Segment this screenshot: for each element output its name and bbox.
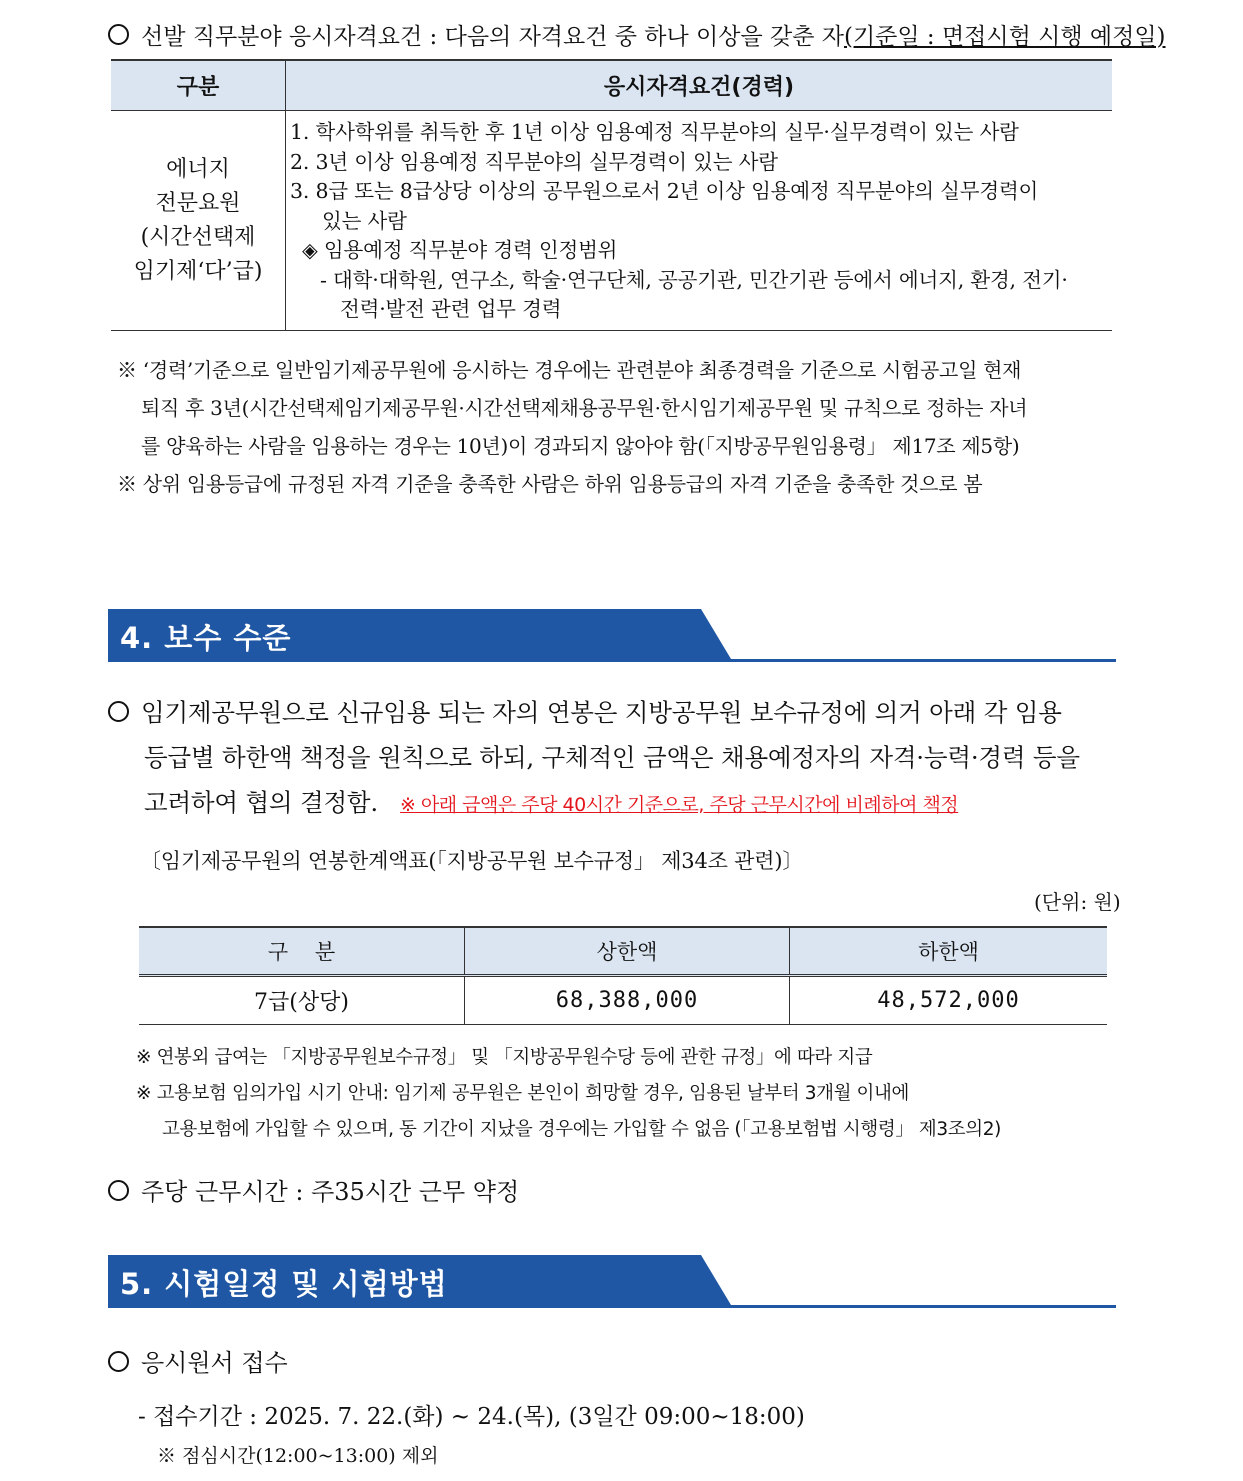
requirement-item: 3. 8급 또는 8급상당 이상의 공무원으로서 2년 이상 임용예정 직무분야의 실무경력이 (290, 179, 1039, 203)
note-line: ※ ‘경력’기준으로 일반임기제공무원에 응시하는 경우에는 관련분야 최종경력을 기준으로 시험공고일 현재 (117, 358, 1022, 382)
circle-bullet-icon (108, 24, 129, 45)
application-text: 응시원서 접수 (141, 1349, 288, 1377)
note-line: 고용보험에 가입할 수 있으며, 동 기간이 지났을 경우에는 가입할 수 없음 (「고용보험법 시행령」 제3조의2) (162, 1119, 1001, 1140)
requirement-basis-date: (기준일 : 면접시험 시행 예정일) (843, 24, 1166, 50)
requirement-line (108, 18, 1166, 51)
lunch-note: ※ 점심시간(12:00~13:00) 제외 (157, 1445, 439, 1467)
category-line: 에너지 (166, 156, 230, 182)
weekly-hours-text: 주당 근무시간 : 주35시간 근무 약정 (141, 1178, 520, 1206)
circle-bullet-icon (108, 1180, 129, 1201)
career-scope-item: 전력·발전 관련 업무 경력 (340, 297, 562, 321)
note-line: ※ 상위 임용등급에 규정된 자격 기준을 충족한 사람은 하위 임용등급의 자격 기준을 충족한 것으로 봄 (117, 472, 983, 496)
section-4-header (108, 609, 1116, 664)
application-period: - 접수기간 : 2025. 7. 22.(화) ~ 24.(목), (3일간 09:00~18:00) (138, 1404, 805, 1430)
red-note: ※ 아래 금액은 주당 40시간 기준으로, 주당 근무시간에 비례하여 책정 (399, 794, 959, 816)
career-scope-heading: ◈ 임용예정 직무분야 경력 인정범위 (302, 238, 618, 262)
unit-label: (단위: 원) (1034, 890, 1121, 914)
salary-notes (136, 1040, 1146, 1148)
qual-header-category: 구분 (111, 60, 286, 111)
category-line: 전문요원 (155, 190, 241, 216)
header-slant-shape (621, 609, 731, 659)
para-line: 등급별 하한액 책정을 원칙으로 하되, 구체적인 금액은 채용예정자의 자격·능력·경력 등을 (144, 743, 1080, 772)
note-line: 를 양육하는 사람을 임용하는 경우는 10년)이 경과되지 않아야 함(「지방공무원임용령」 제17조 제5항) (141, 434, 1020, 458)
section-5-title: 5. 시험일정 및 시험방법 (120, 1267, 448, 1301)
circle-bullet-icon (108, 1351, 129, 1372)
salary-grade-cell: 7급(상당) (139, 976, 465, 1025)
requirement-item: 2. 3년 이상 임용예정 직무분야의 실무경력이 있는 사람 (290, 149, 778, 174)
note-line: 퇴직 후 3년(시간선택제임기제공무원·시간선택제채용공무원·한시임기제공무원 및 규칙으로 정하는 자녀 (141, 396, 1028, 420)
requirement-item: 있는 사람 (322, 208, 407, 233)
salary-upper-cell: 68,388,000 (465, 976, 790, 1025)
qualification-table (111, 59, 1112, 331)
section-4-title: 4. 보수 수준 (120, 621, 292, 655)
salary-header-lower: 하한액 (790, 927, 1108, 976)
salary-header-grade: 구 분 (139, 927, 465, 976)
salary-lower-cell: 48,572,000 (790, 976, 1108, 1025)
qual-header-requirements: 응시자격요건(경력) (286, 60, 1113, 111)
note-line: ※ 연봉외 급여는 「지방공무원보수규정」 및 「지방공무원수당 등에 관한 규정」에 따라 지급 (136, 1047, 873, 1068)
category-line: (시간선택제 (140, 224, 256, 250)
salary-table-caption: 〔임기제공무원의 연봉한계액표(「지방공무원 보수규정」 제34조 관련)〕 (140, 849, 804, 873)
salary-paragraph (108, 690, 1148, 828)
salary-table (139, 926, 1107, 1025)
weekly-hours-line (108, 1172, 519, 1207)
para-line: 고려하여 협의 결정함. (144, 788, 378, 817)
qual-requirements-cell (286, 111, 1113, 331)
qual-category-cell (111, 111, 286, 331)
section-5-header (108, 1255, 1116, 1310)
notes-top (117, 351, 1137, 503)
salary-header-upper: 상한액 (465, 927, 790, 976)
para-line: 임기제공무원으로 신규임용 되는 자의 연봉은 지방공무원 보수규정에 의거 아래 각 임용 (141, 698, 1062, 727)
circle-bullet-icon (108, 701, 129, 722)
category-line: 임기제‘다’급) (133, 258, 263, 284)
application-line (108, 1343, 288, 1378)
table-row (139, 976, 1107, 1025)
career-scope-item: - 대학·대학원, 연구소, 학술·연구단체, 공공기관, 민간기관 등에서 에너지, 환경, 전기· (320, 267, 1068, 292)
note-line: ※ 고용보험 임의가입 시기 안내: 임기제 공무원은 본인이 희망할 경우, 임용된 날부터 3개월 이내에 (136, 1083, 909, 1104)
requirement-item: 1. 학사학위를 취득한 후 1년 이상 임용예정 직무분야의 실무·실무경력이 있는 사람 (290, 120, 1019, 144)
requirement-text: 선발 직무분야 응시자격요건 : 다음의 자격요건 중 하나 이상을 갖춘 자 (141, 24, 844, 50)
header-slant-shape (621, 1255, 731, 1305)
